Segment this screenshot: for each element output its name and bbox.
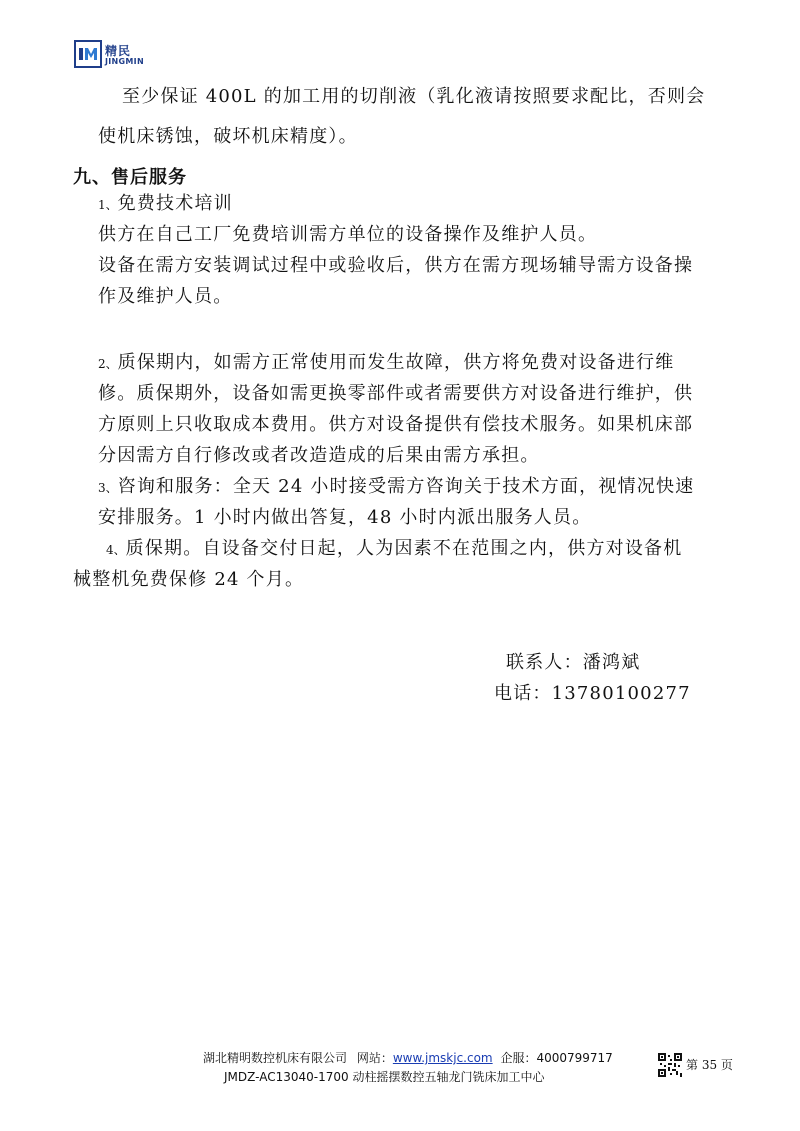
jingmin-logo-icon	[74, 40, 102, 68]
item-4-number: 4、	[106, 543, 126, 557]
section-title: 九、售后服务	[73, 167, 187, 188]
item-3-number: 3、	[98, 481, 118, 495]
page-number: 第 35 页	[686, 1058, 733, 1072]
footer-line-1	[203, 1049, 613, 1066]
item-2-number: 2、	[98, 357, 118, 371]
intro-line-1: 至少保证 400L 的加工用的切削液（乳化液请按照要求配比，否则会	[122, 86, 706, 107]
footer-model: JMDZ-AC13040-1700 动柱摇摆数控五轴龙门铣床加工中心	[224, 1070, 545, 1084]
item-2-line-2: 修。质保期外，设备如需更换零部件或者需要供方对设备进行维护，供	[98, 383, 694, 404]
item-1-title-line	[98, 193, 233, 216]
qr-code-icon	[658, 1053, 682, 1077]
item-1-line-2: 设备在需方安装调试过程中或验收后，供方在需方现场辅导需方设备操	[98, 255, 694, 276]
logo-text-cn: 精民	[105, 44, 132, 58]
item-2-line-1: 2、质保期内，如需方正常使用而发生故障，供方将免费对设备进行维	[98, 352, 675, 373]
item-3-line-1: 3、咨询和服务：全天 24 小时接受需方咨询关于技术方面，视情况快速	[98, 476, 695, 497]
footer-site-label: 网站：	[356, 1051, 393, 1065]
item-1-number: 1、	[98, 198, 118, 212]
item-2-line-4: 分因需方自行修改或者改造造成的后果由需方承担。	[98, 445, 540, 466]
footer-website-link[interactable]: www.jmskjc.com	[392, 1051, 493, 1065]
footer-service-phone: 企服：4000799717	[500, 1051, 613, 1065]
item-1-line-1: 供方在自己工厂免费培训需方单位的设备操作及维护人员。	[98, 224, 598, 245]
contact-phone: 电话：13780100277	[494, 683, 691, 704]
item-3-line-2: 安排服务。1 小时内做出答复，48 小时内派出服务人员。	[98, 507, 592, 528]
company-logo	[74, 38, 194, 74]
item-1-line-3: 作及维护人员。	[98, 286, 233, 307]
item-2-line-3: 方原则上只收取成本费用。供方对设备提供有偿技术服务。如果机床部	[98, 414, 694, 435]
logo-text-en: JINGMIN	[105, 57, 144, 66]
intro-line-2: 使机床锈蚀，破坏机床精度）。	[98, 126, 358, 147]
item-1-title: 免费技术培训	[117, 193, 233, 214]
footer-company: 湖北精明数控机床有限公司	[203, 1051, 348, 1065]
contact-person: 联系人：潘鸿斌	[506, 652, 641, 673]
item-4-line-2: 械整机免费保修 24 个月。	[73, 569, 305, 590]
item-4-line-1: 4、质保期。自设备交付日起，人为因素不在范围之内，供方对设备机	[106, 538, 683, 559]
